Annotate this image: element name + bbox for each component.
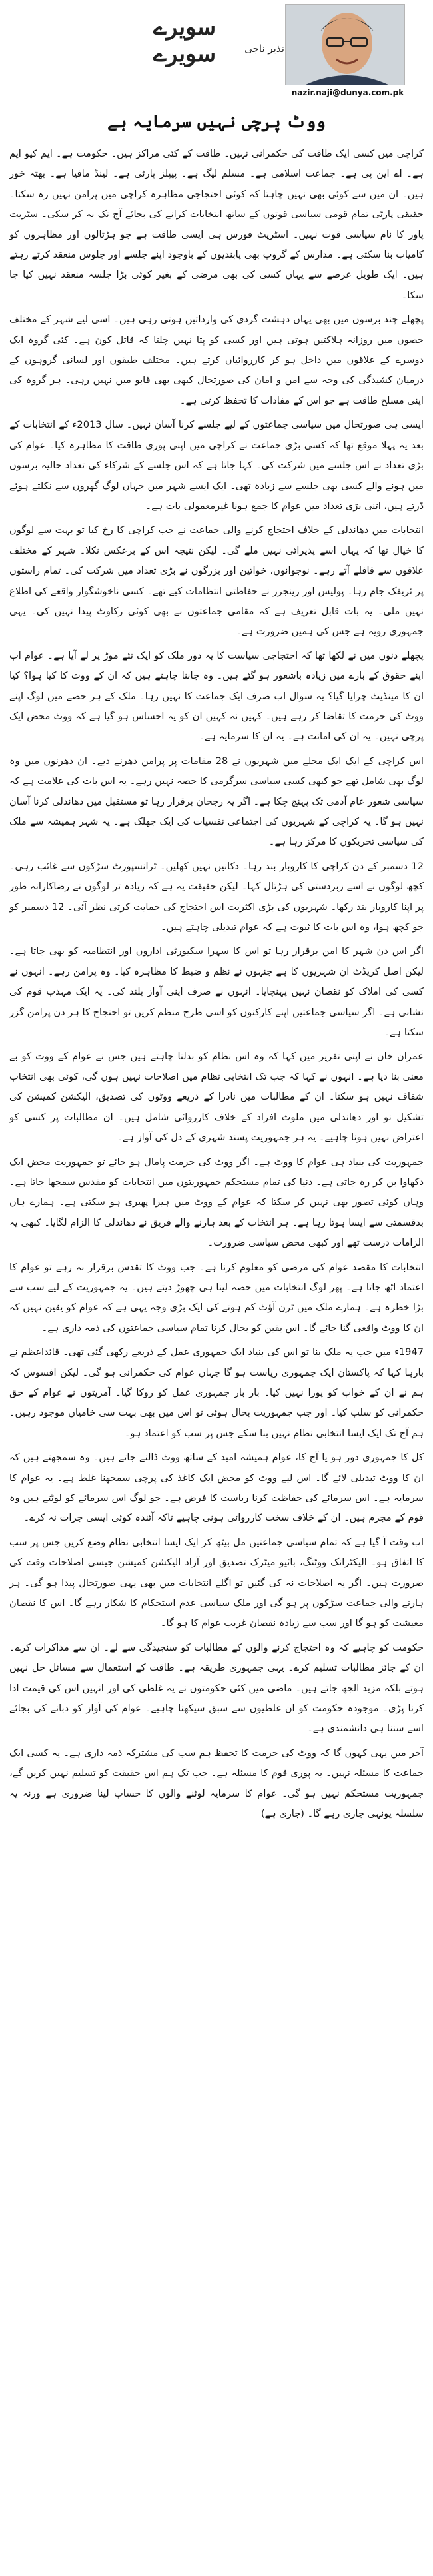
column-logo <box>155 4 215 77</box>
article-paragraph: 12 دسمبر کے دن کراچی کا کاروبار بند رہا۔ دکانیں نہیں کھلیں۔ ٹرانسپورٹ سڑکوں سے غائب رہی۔ کچھ لوگوں نے اسے زبردستی کی ہڑتال کہا۔ لیکن حقیقت یہ ہے کہ زیادہ تر لوگوں نے رضاکارانہ طور پر اپنا کاروبار بند رکھا۔ شہریوں کی بڑی اکثریت اس احتجاج کی حمایت کرتی نظر آئی۔ 12 دسمبر کو جو کچھ ہوا، وہ اس بات کا ثبوت ہے کہ عوام تبدیلی چاہتے ہیں۔ <box>9 860 424 933</box>
article-paragraph: کل کا جمہوری دور ہو یا آج کا، عوام ہمیشہ امید کے ساتھ ووٹ ڈالنے جاتے ہیں۔ وہ سمجھتے ہیں کہ ان کا ووٹ تبدیلی لائے گا۔ اس لیے ووٹ کو محض ایک کاغذ کی پرچی سمجھنا غلط ہے۔ یہ عوام کا سرمایہ ہے۔ اس سرمائے کی حفاظت کرنا ریاست کا فرض ہے۔ جو لوگ اس سرمائے کو لوٹتے ہیں وہ قوم کے مجرم ہیں۔ ان کے خلاف سخت کارروائی ہونی چاہیے تاکہ آئندہ کوئی ایسی جرات نہ کرے۔ <box>9 1452 424 1524</box>
article-paragraph: اگر اس دن شہر کا امن برقرار رہا تو اس کا سہرا سکیورٹی اداروں اور انتظامیہ کو بھی جاتا ہے۔ لیکن اصل کریڈٹ ان شہریوں کا ہے جنہوں نے نظم و ضبط کا مظاہرہ کیا۔ وہ پرامن رہے۔ انہوں نے کسی کی املاک کو نقصان نہیں پہنچایا۔ انہوں نے صرف اپنی آواز بلند کی۔ یہ ایک مہذب قوم کی نشانی ہے۔ اگر سیاسی جماعتیں اپنے کارکنوں کو اسی طرح منظم کریں تو احتجاج کا ہر دن پرامن گزر سکتا ہے۔ <box>9 945 424 1039</box>
article-paragraph: انتخابات میں دھاندلی کے خلاف احتجاج کرنے والی جماعت نے جب کراچی کا رخ کیا تو بہت سے لوگوں کا خیال تھا کہ یہاں اسے پذیرائی نہیں ملے گی۔ لیکن نتیجہ اس کے برعکس نکلا۔ شہر کے مختلف علاقوں سے قافلے آتے رہے۔ نوجوانوں، خواتین اور بزرگوں نے بڑی تعداد میں شرکت کی۔ تمام راستوں پر ٹریفک جام رہا۔ پولیس اور رینجرز نے حفاظتی انتظامات کیے تھے۔ کسی ناخوشگوار واقعے کی اطلاع نہیں ملی۔ یہ بات قابل تعریف ہے کہ مقامی جماعتوں نے بھی کوئی رکاوٹ پیدا نہیں کی۔ یہی جمہوری رویہ ہے جس کی ہمیں ضرورت ہے۔ <box>9 524 424 638</box>
author-email[interactable]: nazir.naji@dunya.com.pk <box>291 88 404 97</box>
article-paragraph: اب وقت آ گیا ہے کہ تمام سیاسی جماعتیں مل بیٹھ کر ایک ایسا انتخابی نظام وضع کریں جس پر سب کا اتفاق ہو۔ الیکٹرانک ووٹنگ، بائیو میٹرک تصدیق اور آزاد الیکشن کمیشن جیسی اصلاحات وقت کی ضرورت ہیں۔ اگر یہ اصلاحات نہ کی گئیں تو اگلے انتخابات میں بھی یہی صورتحال پیدا ہو گی۔ ہر ہارنے والی جماعت سڑکوں پر ہو گی اور ملک سیاسی عدم استحکام کا شکار رہے گا۔ اس کا نقصان معیشت کو ہو گا اور سب سے زیادہ نقصان غریب عوام کا ہو گا۔ <box>9 1536 424 1629</box>
article-paragraph: کراچی میں کسی ایک طاقت کی حکمرانی نہیں۔ طاقت کے کئی مراکز ہیں۔ حکومت ہے۔ ایم کیو ایم ہے۔ اے این پی ہے۔ جماعت اسلامی ہے۔ مسلم لیگ ہے۔ پیپلز پارٹی ہے۔ لینڈ مافیا ہے۔ بھتہ خور ہیں۔ ان میں سے کوئی بھی نہیں چاہتا کہ کوئی احتجاجی مظاہرہ کراچی میں پرامن نہیں رہ سکتا۔ حقیقی پارٹی تمام قومی سیاسی قوتوں کے ساتھ انتخابات کرانے کی بجائے آج تک نہ کر سکی۔ سٹریٹ پاور کا نام سیاسی قوت نہیں۔ اسٹریٹ فورس ہی ایسی طاقت ہے جو ہڑتالوں اور مظاہروں کو کامیاب بنا سکتی ہے۔ مدارس کے گروپ بھی پابندیوں کے باوجود اپنے جلسے اور جلوس منعقد کرتے رہتے ہیں۔ ایک طویل عرصے سے یہاں کسی کی بھی مرضی کے بغیر کوئی بڑا جلسہ منعقد نہیں کیا جا سکا۔ <box>9 148 424 301</box>
article-body <box>9 144 424 2569</box>
article-paragraph: پچھلے دنوں میں نے لکھا تھا کہ احتجاجی سیاست کا یہ دور ملک کو ایک نئے موڑ پر لے آیا ہے۔ عوام اب اپنے حقوق کے بارے میں زیادہ باشعور ہو گئے ہیں۔ وہ جاننا چاہتے ہیں کہ ان کے ووٹ کا کیا ہوا؟ کیا ان کا مینڈیٹ چرایا گیا؟ یہ سوال اب صرف ایک جماعت کا نہیں رہا۔ ملک کے ہر حصے میں لوگ اپنے ووٹ کی حرمت کا تقاضا کر رہے ہیں۔ کہیں نہ کہیں ان کو یہ احساس ہو گیا ہے کہ ووٹ محض ایک پرچی نہیں۔ یہ ان کی امانت ہے۔ یہ ان کا سرمایہ ہے۔ <box>9 649 424 743</box>
article-paragraph: پچھلے چند برسوں میں بھی یہاں دہشت گردی کی وارداتیں ہوتی رہی ہیں۔ اسی لیے شہر کے مختلف حصوں میں روزانہ ہلاکتیں ہوتی ہیں اور کسی کو پتا نہیں چلتا کہ قاتل کون ہے۔ کئی گروہ ایک دوسرے کے علاقوں میں داخل ہو کر کارروائیاں کرتے ہیں۔ مختلف طبقوں اور لسانی گروہوں کے درمیان کشیدگی کی وجہ سے امن و امان کی صورتحال کبھی بھی قابو میں نہیں رہی۔ ہر گروہ کی اپنی مسلح طاقت ہے جو اس کے مفادات کا تحفظ کرتی ہے۔ <box>9 314 424 406</box>
headline-bar <box>0 112 433 131</box>
column-logo-line-1: سویرے <box>153 14 217 41</box>
article-paragraph: اس کراچی کے ایک ایک محلے میں شہریوں نے 28 مقامات پر پرامن دھرنے دیے۔ ان دھرنوں میں وہ لوگ بھی شامل تھے جو کبھی کسی سیاسی سرگرمی کا حصہ نہیں رہے۔ یہ اس بات کی علامت ہے کہ سیاسی شعور عام آدمی تک پہنچ چکا ہے۔ اگر یہ رجحان برقرار رہا تو مستقبل میں دھاندلی کرنا آسان نہیں ہو گا۔ یہ کراچی کے شہریوں کی اجتماعی نفسیات کی ایک جھلک ہے۔ یہ شہر ہمیشہ سے ملک کی سیاسی تحریکوں کا مرکز رہا ہے۔ <box>9 755 424 848</box>
article-paragraph: حکومت کو چاہیے کہ وہ احتجاج کرنے والوں کے مطالبات کو سنجیدگی سے لے۔ ان سے مذاکرات کرے۔ ان کے جائز مطالبات تسلیم کرے۔ یہی جمہوری طریقہ ہے۔ طاقت کے استعمال سے مسائل حل نہیں ہوتے بلکہ مزید الجھ جاتے ہیں۔ ماضی میں کئی حکومتوں نے یہ غلطی کی اور انہیں اس کی قیمت ادا کرنا پڑی۔ موجودہ حکومت کو ان غلطیوں سے سبق سیکھنا چاہیے۔ عوام کی آواز کو دبانے کی بجائے اسے سننا ہی دانشمندی ہے۔ <box>9 1641 424 1735</box>
article-paragraph: 1947ء میں جب یہ ملک بنا تو اس کی بنیاد ایک جمہوری عمل کے ذریعے رکھی گئی تھی۔ قائداعظم نے بارہا کہا کہ پاکستان ایک جمہوری ریاست ہو گا جہاں عوام کی حکمرانی ہو گی۔ لیکن افسوس کہ ہم نے ان کے خواب کو پورا نہیں کیا۔ بار بار جمہوری عمل کو روکا گیا۔ آمریتوں نے عوام کے حق حکمرانی کو سلب کیا۔ اور جب جمہوریت بحال ہوئی تو اس میں بھی بہت سی خامیاں موجود رہیں۔ ہم آج تک ایک ایسا انتخابی نظام نہیں بنا سکے جس پر سب کو اعتماد ہو۔ <box>9 1346 424 1439</box>
article-paragraph: آخر میں یہی کہوں گا کہ ووٹ کی حرمت کا تحفظ ہم سب کی مشترکہ ذمہ داری ہے۔ یہ کسی ایک جماعت کا مسئلہ نہیں۔ یہ پوری قوم کا مسئلہ ہے۔ جب تک ہم اس حقیقت کو تسلیم نہیں کریں گے، جمہوریت مستحکم نہیں ہو گی۔ عوام کا سرمایہ لوٹنے والوں کا حساب لینا ضروری ہے ورنہ یہ سلسلہ یونہی جاری رہے گا۔ (جاری ہے) <box>9 1747 424 1820</box>
column-logo-line-2: سویرے <box>153 41 217 67</box>
author-name: نذیر ناجی <box>244 43 284 55</box>
article-paragraph: ایسی ہی صورتحال میں سیاسی جماعتوں کے لیے جلسے کرنا آسان نہیں۔ سال 2013ء کے انتخابات کے بعد یہ پہلا موقع تھا کہ کسی بڑی جماعت نے کراچی میں اپنی پوری طاقت کا مظاہرہ کیا۔ عوام کی بڑی تعداد نے اس جلسے میں شرکت کی۔ کہا جاتا ہے کہ اس جلسے کے شرکاء کی تعداد حالیہ برسوں میں ہونے والے کسی بھی جلسے سے زیادہ تھی۔ ایک ایسے شہر میں جہاں لوگ گھروں سے نکلتے ہوئے ڈرتے ہیں، اتنی بڑی تعداد میں عوام کا جمع ہونا غیرمعمولی بات ہے۔ <box>9 419 424 512</box>
article-paragraph: عمران خان نے اپنی تقریر میں کہا کہ وہ اس نظام کو بدلنا چاہتے ہیں جس نے عوام کے ووٹ کو بے معنی بنا دیا ہے۔ انہوں نے کہا کہ جب تک انتخابی نظام میں اصلاحات نہیں ہوں گی، کوئی بھی انتخاب شفاف نہیں ہو سکتا۔ ان کے مطالبات میں نادرا کے ذریعے ووٹوں کی تصدیق، الیکشن کمیشن کی تشکیل نو اور دھاندلی میں ملوث افراد کے خلاف کارروائی شامل ہیں۔ ان مطالبات پر کسی کو اعتراض نہیں ہونا چاہیے۔ یہ ہر جمہوریت پسند شہری کے دل کی آواز ہے۔ <box>9 1051 424 1144</box>
author-photo <box>285 4 405 85</box>
article-paragraph: انتخابات کا مقصد عوام کی مرضی کو معلوم کرنا ہے۔ جب ووٹ کا تقدس برقرار نہ رہے تو عوام کا اعتماد اٹھ جاتا ہے۔ پھر لوگ انتخابات میں حصہ لینا ہی چھوڑ دیتے ہیں۔ یہ جمہوریت کے لیے سب سے بڑا خطرہ ہے۔ ہمارے ملک میں ٹرن آؤٹ کم ہونے کی ایک بڑی وجہ یہی ہے کہ عوام کو یقین نہیں کہ ان کا ووٹ واقعی گنا جائے گا۔ اس یقین کو بحال کرنا تمام سیاسی جماعتوں کی ذمہ داری ہے۔ <box>9 1261 424 1334</box>
headline: ووٹ پرچی نہیں سرمایہ ہے <box>107 112 326 131</box>
column-header <box>0 0 433 131</box>
article-paragraph: جمہوریت کی بنیاد ہی عوام کا ووٹ ہے۔ اگر ووٹ کی حرمت پامال ہو جائے تو جمہوریت محض ایک دکھاوا بن کر رہ جاتی ہے۔ دنیا کی تمام مستحکم جمہوریتوں میں انتخابات کو مقدس سمجھا جاتا ہے۔ وہاں کوئی تصور بھی نہیں کر سکتا کہ عوام کے ووٹ میں ہیرا پھیری ہو سکتی ہے۔ ہمارے ہاں بدقسمتی سے ایسا ہوتا رہا ہے۔ ہر انتخاب کے بعد ہارنے والے فریق نے دھاندلی کا الزام لگایا۔ کبھی یہ الزامات درست تھے اور کبھی محض سیاسی ضرورت۔ <box>9 1156 424 1249</box>
